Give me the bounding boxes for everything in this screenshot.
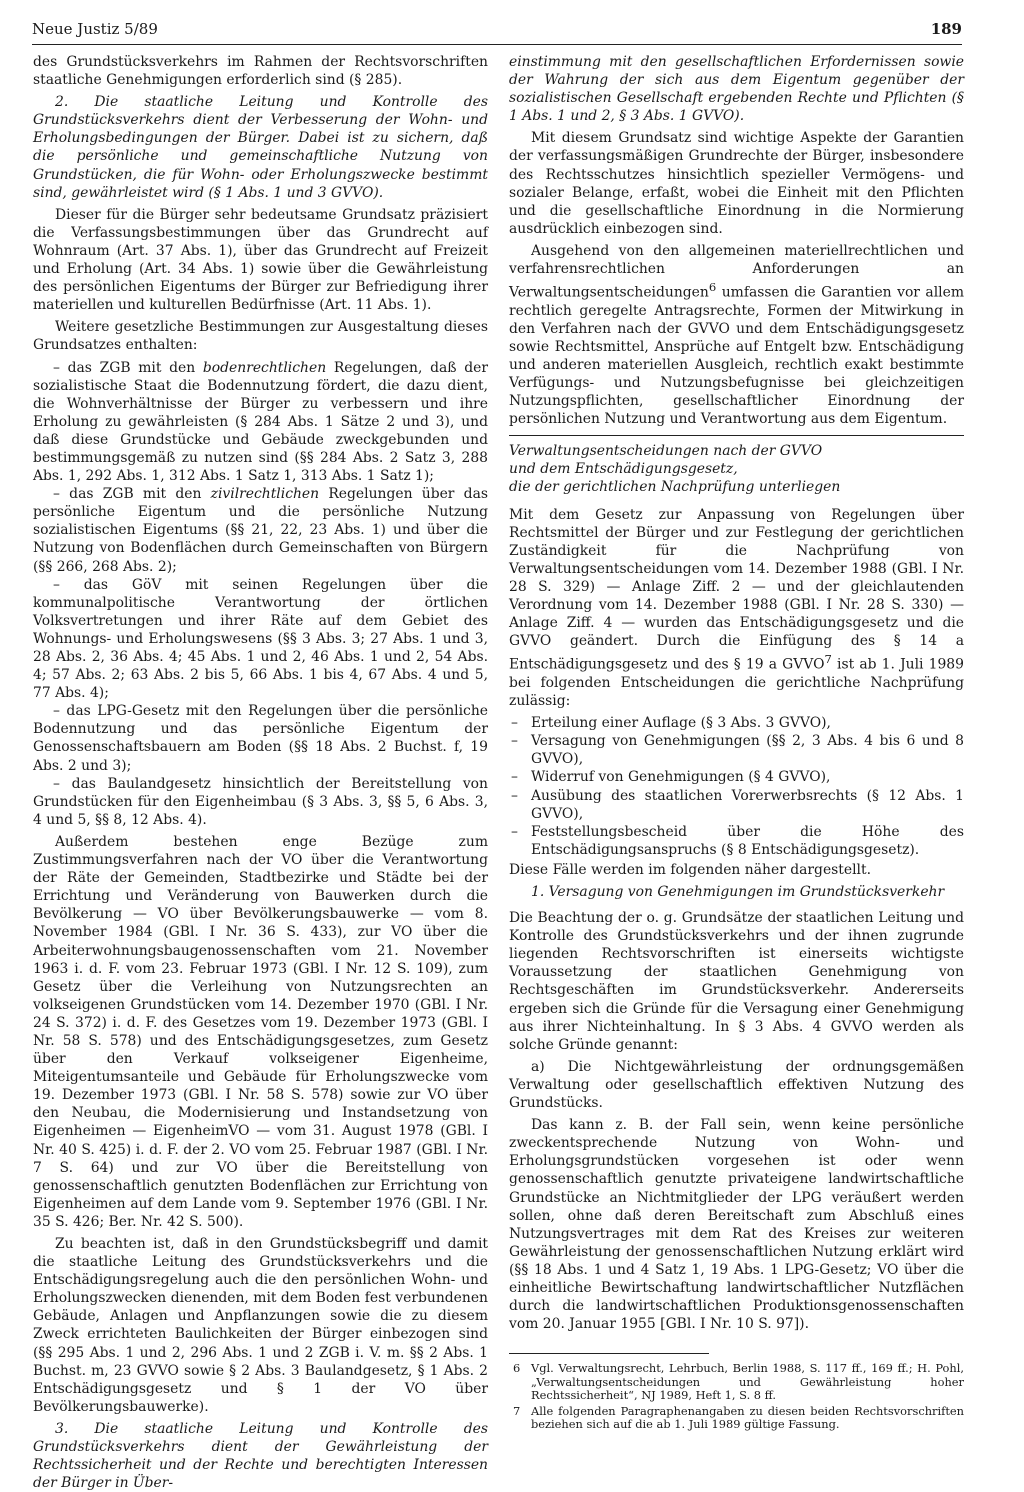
footnote (509, 1405, 964, 1432)
page-number: 189 (930, 20, 962, 38)
footnote-ref: 7 (824, 652, 832, 667)
paragraph: des Grundstücksverkehrs im Rahmen der Rechtsvorschriften staatliche Genehmigungen erforderlich sind (§ 285). (33, 54, 488, 89)
paragraph: Ausgehend von den allgemeinen materiellrechtlichen und verfahrensrechtlichen Anforderungen an Verwaltungsentscheidungen$^6$ umfassen die Garantien vor allem rechtlich geregelte Antragsrechte, Formen der Mitwirkung in den Verfahren nach der GVVO und dem Entschädigungsgesetz sowie Rechtsmittel, Ansprüche auf Entgelt bzw. Entschädigung und anderen materiellen Ausgleich, rechtlich exakt bestimmte Verfügungs- und Nutzungsbefugnisse bei gleichzeitigen Nutzungspflichten, gesellschaftlicher Einordnung der persönlichen Nutzung und Verantwortung aus dem Eigentum. (509, 242, 964, 428)
paragraph: a) Die Nichtgewährleistung der ordnungsgemäßen Verwaltung oder gesellschaftlich effektiven Nutzung des Grundstücks. (509, 1058, 964, 1112)
paragraph: Mit dem Gesetz zur Anpassung von Regelungen über Rechtsmittel der Bürger und zur Festlegung der gerichtlichen Zuständigkeit für die Nachprüfung von Verwaltungsentscheidungen vom 14. Dezember 1988 (GBl. I Nr. 28 S. 329) — Anlage Ziff. 2 — und der gleichlautenden Verordnung vom 14. Dezember 1988 (GBl. I Nr. 28 S. 330) — Anlage Ziff. 4 — wurden das Entschädigungsgesetz und die GVVO geändert. Durch die Einfügung des § 14 a Entschädigungsgesetz und des § 19 a GVVO$^7$ ist ab 1. Juli 1989 bei folgenden Entscheidungen die gerichtliche Nachprüfung zulässig: (509, 506, 964, 710)
principle-3-continued: einstimmung mit den gesellschaftlichen Erfordernissen sowie der Wahrung der sich aus dem Eigentum gegenüber der sozialistischen Gesellschaft ergebenden Rechte und Pflichten (§ 1 Abs. 1 und 2, § 3 Abs. 1 GVVO). (509, 54, 964, 125)
footnotes (509, 1362, 964, 1432)
footnote-number: 6 (513, 1361, 521, 1376)
paragraph: Das kann z. B. der Fall sein, wenn keine persönliche zweckentsprechende Nutzung von Wohn- und Erholungsgrundstücken vorgesehen ist oder wenn genossenschaftlich genutzte privateigene landwirtschaftliche Grundstücke an Nichtmitglieder der LPG veräußert werden sollen, ohne daß deren Bereitschaft zum Abschluß eines Nutzungsvertrages mit dem Rat des Kreises zur weiteren Gewährleistung der genossenschaftlichen Nutzung erklärt wird (§§ 18 Abs. 1 und 4 Satz 1, 19 Abs. 1 LPG-Gesetz; VO über die einheitliche Bewirtschaftung landwirtschaftlicher Nutzflächen durch die landwirtschaftlichen Produktionsgenossenschaften vom 20. Januar 1955 [GBl. I Nr. 10 S. 97]). (509, 1117, 964, 1333)
footnote-ref: 6 (708, 280, 717, 295)
paragraph: Diese Fälle werden im folgenden näher dargestellt. (509, 861, 871, 878)
paragraph: Mit diesem Grundsatz sind wichtige Aspekte der Garantien der verfassungsmäßigen Grundrechte der Bürger, insbesondere des Rechtsschutzes hinsichtlich spezieller Vermögens- und sozialer Belange, erfaßt, wobei die Einheit mit den Pflichten und die gesellschaftliche Einordnung in die Normierung ausdrücklich einbezogen sind. (509, 130, 964, 237)
paragraph: Zu beachten ist, daß in den Grundstücksbegriff und damit die staatliche Leitung des Grundstücksverkehrs und die Entschädigungsregelung auch die den persönlichen Wohn- und Erholungszwecken dienenden, mit dem Boden fest verbundenen Gebäude, Anlagen und Anpflanzungen sowie die zu diesem Zweck errichteten Baulichkeiten der Bürger einbezogen sind (§§ 295 Abs. 1 und 2, 296 Abs. 1 und 2 ZGB i. V. m. §§ 2 Abs. 1 Buchst. m, 23 GVVO sowie § 2 Abs. 3 Baulandgesetz, § 1 Abs. 2 Entschädigungsgesetz und § 1 der VO über Bevölkerungsbauwerke). (33, 1236, 488, 1415)
footnote (509, 1362, 964, 1403)
list-item: – das ZGB mit den zivilrechtlichen Regelungen über das persönliche Eigentum und die persönliche Nutzung sozialistischen Eigentums (§§ 21, 22, 23 Abs. 1) und über die Nutzung von Bodenflächen durch Gemeinschaften von Bürgern (§§ 266, 268 Abs. 2); (33, 486, 488, 575)
paragraph: Die Beachtung der o. g. Grundsätze der staatlichen Leitung und Kontrolle des Grundstücksverkehrs und der ihnen zugrunde liegenden Rechtsvorschriften ist einerseits wichtigste Voraussetzung der staatlichen Genehmigung von Rechtsgeschäften im Grundstücksverkehr. Andererseits ergeben sich die Gründe für die Versagung einer Genehmigung aus ihrer Nichteinhaltung. In § 3 Abs. 4 GVVO werden als solche Gründe genannt: (509, 910, 964, 1053)
paragraph: Weitere gesetzliche Bestimmungen zur Ausgestaltung dieses Grundsatzes enthalten: (33, 319, 488, 354)
list-item: – Erteilung einer Auflage (§ 3 Abs. 3 GVVO), (509, 714, 964, 732)
right-column (509, 53, 964, 1438)
left-column (33, 53, 488, 1492)
header-rule (32, 44, 962, 45)
section-rule (509, 435, 964, 436)
decision-list (509, 714, 964, 859)
footnote-rule (509, 1353, 709, 1354)
list-item: – Versagung von Genehmigungen (§§ 2, 3 Abs. 4 bis 6 und 8 GVVO), (509, 732, 964, 768)
footnote-number: 7 (513, 1403, 521, 1418)
list-item: – das ZGB mit den bodenrechtlichen Regelungen, daß der sozialistische Staat die Bodennutzung fördert, die dazu dient, die Wohnverhältnisse der Bürger zu verbessern und ihre Erholung zu gewährleisten (§ 284 Abs. 1 Sätze 2 und 3), und daß diese Grundstücke und Gebäude zweckgebunden und bestimmungsgemäß zu nutzen sind (§§ 284 Abs. 2 Satz 3, 288 Abs. 1, 292 Abs. 1, 312 Abs. 1 Satz 1, 313 Abs. 1 Satz 1); (33, 359, 488, 485)
list-item: – Widerruf von Genehmigungen (§ 4 GVVO), (509, 768, 964, 786)
footnote-text: Alle folgenden Paragraphenangaben zu diesen beiden Rechtsvorschriften beziehen sich auf die ab 1. Juli 1989 gültige Fassung. (531, 1403, 964, 1432)
paragraph: Außerdem bestehen enge Bezüge zum Zustimmungsverfahren nach der VO über die Verantwortung der Räte der Gemeinden, Stadtbezirke und Städte bei der Errichtung und Veränderung von Bauwerken durch die Bevölkerung — VO über Bevölkerungsbauwerke — vom 8. November 1984 (GBl. I Nr. 36 S. 433), zur VO über die Arbeiterwohnungsbaugenossenschaften vom 21. November 1963 i. d. F. vom 23. Februar 1973 (GBl. I Nr. 12 S. 109), zum Gesetz über die Verleihung von Nutzungsrechten an volkseigenen Grundstücken vom 14. Dezember 1970 (GBl. I Nr. 24 S. 372) i. d. F. des Gesetzes vom 19. Dezember 1973 (GBl. I Nr. 58 S. 578) und des Entschädigungsgesetzes, zum Gesetz über den Verkauf volkseigener Eigenheime, Miteigentumsanteile und Gebäude für Erholungszwecke vom 19. Dezember 1973 (GBl. I Nr. 58 S. 578) sowie zur VO über den Neubau, die Modernisierung und Instandsetzung von Eigenheimen — EigenheimVO — vom 31. August 1978 (GBl. I Nr. 40 S. 425) i. d. F. der 2. VO vom 25. Februar 1987 (GBl. I Nr. 7 S. 64) und zur VO über die Bereitstellung von genossenschaftlich genutzten Bodenflächen zur Errichtung von Eigenheimen auf dem Lande vom 9. September 1976 (GBl. I Nr. 35 S. 426; Ber. Nr. 42 S. 500). (33, 833, 488, 1230)
page-header (32, 20, 962, 42)
list-item: – Ausübung des staatlichen Vorerwerbsrechts (§ 12 Abs. 1 GVVO), (509, 787, 964, 823)
footnote-text: Vgl. Verwaltungsrecht, Lehrbuch, Berlin 1988, S. 117 ff., 169 ff.; H. Pohl, „Verwaltungsentscheidungen und Gewährleistung hoher Rechtssicherheit“, NJ 1989, Heft 1, S. 8 ff. (531, 1361, 964, 1403)
principle-2: 2. Die staatliche Leitung und Kontrolle des Grundstücksverkehrs dient der Verbesserung der Wohn- und Erholungsbedingungen der Bürger. Dabei ist zu sichern, daß die persönliche und gemeinschaftliche Nutzung von Grundstücken, die für Wohn- oder Erholungszwecke bestimmt sind, gewährleistet wird (§ 1 Abs. 1 und 3 GVVO). (33, 94, 488, 201)
list-item: – das GöV mit seinen Regelungen über die kommunalpolitische Verantwortung der örtlichen Volksvertretungen und ihrer Räte auf dem Gebiet des Wohnungs- und Erholungswesens (§§ 3 Abs. 3; 27 Abs. 1 und 3, 28 Abs. 2, 36 Abs. 4; 45 Abs. 1 und 2, 46 Abs. 1 und 2, 54 Abs. 4; 57 Abs. 2; 63 Abs. 2 bis 5, 66 Abs. 1 bis 4, 67 Abs. 4 und 5, 77 Abs. 4); (33, 576, 488, 702)
list-item: – Feststellungsbescheid über die Höhe des Entschädigungsanspruchs (§ 8 Entschädigungsgesetz). (509, 823, 964, 859)
journal-title: Neue Justiz 5/89 (32, 20, 158, 38)
list-item: – das LPG-Gesetz mit den Regelungen über die persönliche Bodennutzung und das persönliche Eigentum der Genossenschaftsbauern am Boden (§§ 18 Abs. 2 Buchst. f, 19 Abs. 2 und 3); (33, 703, 488, 774)
principle-3: 3. Die staatliche Leitung und Kontrolle des Grundstücksverkehrs dient der Gewährleistung der Rechtssicherheit und der Rechte und berechtigten Interessen der Bürger in Über- (33, 1420, 488, 1492)
paragraph: Dieser für die Bürger sehr bedeutsame Grundsatz präzisiert die Verfassungsbestimmungen über das Grundrecht auf Wohnraum (Art. 37 Abs. 1), über das Grundrecht auf Freizeit und Erholung (Art. 34 Abs. 1) sowie über die Gewährleistung des persönlichen Eigentums der Bürger zur Befriedigung ihrer materiellen und kulturellen Bedürfnisse (Art. 11 Abs. 1). (33, 206, 488, 314)
subheading: 1. Versagung von Genehmigungen im Grundstücksverkehr (531, 884, 945, 900)
section-heading: Verwaltungsentscheidungen nach der GVVO und dem Entschädigungsgesetz, die der gerichtlichen Nachprüfung unterliegen (509, 442, 841, 495)
list-item: – das Baulandgesetz hinsichtlich der Bereitstellung von Grundstücken für den Eigenheimbau (§ 3 Abs. 3, §§ 5, 6 Abs. 3, 4 und 5, §§ 8, 12 Abs. 4). (33, 775, 488, 828)
